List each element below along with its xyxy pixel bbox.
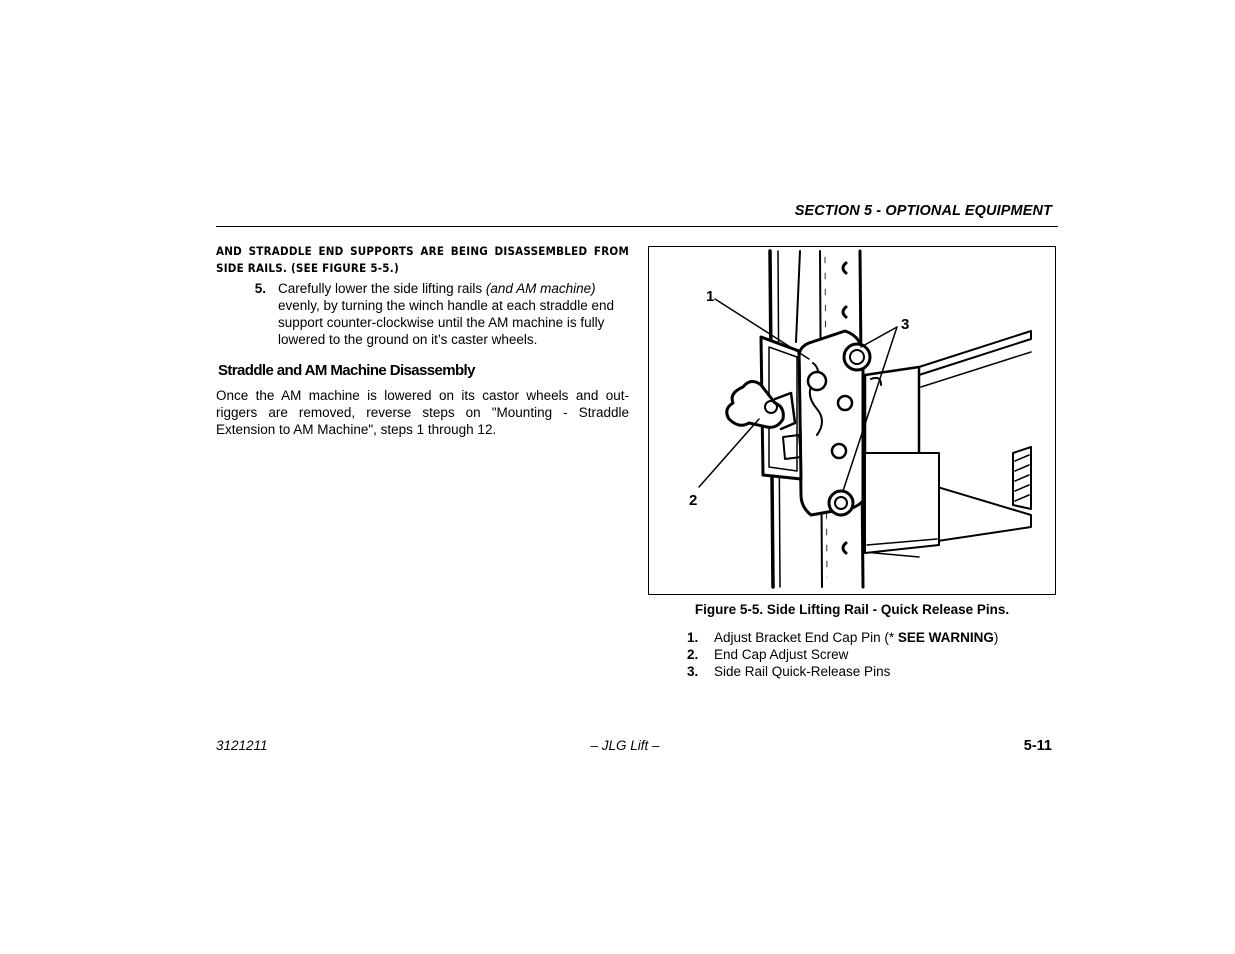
legend-item xyxy=(684,663,1064,680)
legend-text-after: ) xyxy=(993,630,999,645)
footer-doc-number: 3121211 xyxy=(216,738,268,753)
legend-item xyxy=(684,629,1064,646)
footer-page-number: 5-11 xyxy=(1023,738,1052,754)
step-5 xyxy=(216,280,629,348)
step-text xyxy=(278,280,629,348)
section-header: SECTION 5 - OPTIONAL EQUIPMENT xyxy=(794,203,1052,219)
callout-1: 1 xyxy=(706,288,715,305)
callout-3: 3 xyxy=(901,316,910,333)
figure-box xyxy=(648,246,1056,595)
legend-text: End Cap Adjust Screw xyxy=(714,647,849,662)
step-text-end: evenly, by turning the winch handle at each straddle end support counter-clockwise until the AM machine is fully lowered to the ground on it’s caster wheels. xyxy=(278,298,614,347)
warning-continuation: AND STRADDLE END SUPPORTS ARE BEING DISASSEMBLED FROM SIDE RAILS. (SEE FIGURE 5-5.) xyxy=(216,244,629,275)
left-column xyxy=(216,243,629,438)
legend-text-bold: SEE WARNING xyxy=(897,630,994,645)
legend-item xyxy=(684,646,1064,663)
subheading: Straddle and AM Machine Disassembly xyxy=(218,362,475,379)
header-rule xyxy=(216,226,1058,227)
legend-text-main: Adjust Bracket End Cap Pin (* xyxy=(714,630,898,645)
legend-text xyxy=(714,629,998,646)
step-number: 5. xyxy=(254,281,266,296)
body-paragraph: Once the AM machine is lowered on its castor wheels and out-riggers are removed, reverse steps on "Mounting - Straddle Extension to AM Machine", steps 1 through 12. xyxy=(216,388,629,437)
callout-2: 2 xyxy=(689,492,698,509)
legend-number: 1. xyxy=(687,630,699,645)
footer-publisher: – JLG Lift – xyxy=(590,738,660,753)
legend-number: 3. xyxy=(687,664,699,679)
figure-legend xyxy=(684,629,1064,680)
legend-number: 2. xyxy=(687,647,699,662)
figure-illustration xyxy=(649,247,1055,594)
step-text-start: Carefully lower the side lifting rails xyxy=(278,281,486,296)
legend-text: Side Rail Quick-Release Pins xyxy=(714,664,891,679)
figure-caption: Figure 5-5. Side Lifting Rail - Quick Release Pins. xyxy=(694,602,1010,617)
step-text-italic: (and AM machine) xyxy=(485,281,596,296)
